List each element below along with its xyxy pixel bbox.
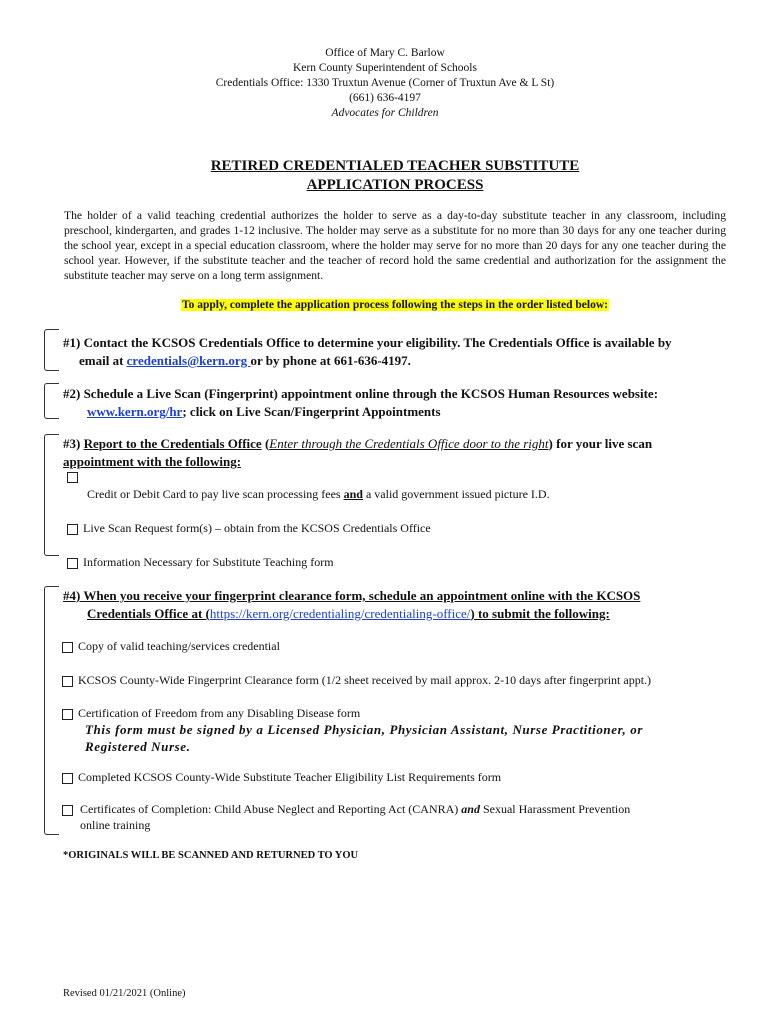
- step-3-item-2-checkbox[interactable]: [67, 524, 78, 535]
- step-1-email-prefix: email at: [79, 353, 127, 368]
- step-4: [63, 587, 753, 623]
- letterhead: [0, 46, 770, 121]
- step-4-item-3-text: Certification of Freedom from any Disabling Disease form: [78, 706, 361, 720]
- step-4-item-3-checkbox[interactable]: [62, 709, 73, 720]
- step-2-line-1: #2) Schedule a Live Scan (Fingerprint) appointment online through the KCSOS Human Resources website:: [63, 386, 659, 401]
- step-3-item-1-and: and: [343, 487, 363, 501]
- step-4-item-2: [62, 672, 762, 688]
- step-4-item-5-text-b: Sexual Harassment Prevention: [479, 802, 631, 816]
- step-3-item-2: [67, 520, 431, 536]
- office-phone: (661) 636-4197: [349, 92, 421, 104]
- office-name: Office of Mary C. Barlow: [325, 47, 445, 59]
- step-4-item-5-checkbox[interactable]: [62, 805, 73, 816]
- step-4-item-4-checkbox[interactable]: [62, 773, 73, 784]
- step-4-item-1-checkbox[interactable]: [62, 642, 73, 653]
- step-4-item-2-text: KCSOS County-Wide Fingerprint Clearance form (1/2 sheet received by mail approx. 2-10 days after fingerprint appt.): [78, 673, 652, 687]
- instruction-text: To apply, complete the application process following the steps in the order listed below:: [182, 299, 608, 311]
- step-3-item-3: [67, 554, 334, 570]
- step-4-line-1-text: #4) When you receive your fingerprint clearance form, schedule an appointment online with the KCSOS: [63, 588, 641, 603]
- step-4-item-5: [80, 801, 750, 833]
- office-address: Credentials Office: 1330 Truxtun Avenue (Corner of Truxtun Ave & L St): [215, 77, 555, 89]
- step-1-line-2: [63, 352, 743, 370]
- step-2: [63, 385, 743, 421]
- step-3-line-2: appointment with the following:: [63, 454, 242, 469]
- intro-paragraph: The holder of a valid teaching credential authorizes the holder to serve as a day-to-day substitute teacher in any classroom, including preschool, kindergarten, and grades 1-12 inclusive. The holder may serve as a substitute for no more than 30 days for any one teacher during the school year, except in a special education classroom, where the holder may serve for no more than 20 days for any one teacher during the school year. However, if the substitute teacher and the teacher of record hold the same credential and authorization for the assignment the substitute teacher may serve on a long term assignment.: [64, 209, 726, 282]
- step-3-suffix: for your live scan: [552, 436, 653, 451]
- step-4-item-5-line-2: online training: [80, 818, 151, 832]
- step-3-item-1-text-a: Credit or Debit Card to pay live scan processing fees: [87, 487, 344, 501]
- step-3-item-3-text: Information Necessary for Substitute Teaching form: [83, 555, 334, 569]
- step-4-bracket: [44, 586, 59, 835]
- step-1: [63, 334, 743, 370]
- step-3: [63, 435, 743, 471]
- step-1-bracket: [44, 329, 59, 371]
- step-4-item-3: [62, 705, 360, 721]
- physician-signature-warning: [85, 721, 765, 755]
- step-3-door-note: Enter through the Credentials Office door to the right: [269, 436, 549, 451]
- step-2-line-2: [63, 403, 743, 421]
- step-4-item-1-text: Copy of valid teaching/services credential: [78, 639, 280, 653]
- step-3-item-2-text: Live Scan Request form(s) – obtain from the KCSOS Credentials Office: [83, 521, 431, 535]
- step-4-item-2-checkbox[interactable]: [62, 676, 73, 687]
- step-3-item-1: [87, 486, 550, 502]
- tagline: Advocates for Children: [331, 107, 439, 119]
- step-3-item-1-text-b: a valid government issued picture I.D.: [362, 487, 550, 501]
- step-3-paren-close: ): [548, 436, 553, 451]
- step-1-line-1: #1) Contact the KCSOS Credentials Office to determine your eligibility. The Credentials Office is available by: [63, 335, 672, 350]
- step-3-number: #3): [63, 436, 84, 451]
- step-4-item-4: [62, 769, 501, 785]
- step-3-line-1: [63, 435, 743, 453]
- step-4-line-2: [63, 605, 753, 623]
- originals-note: *ORIGINALS WILL BE SCANNED AND RETURNED TO YOU: [63, 850, 359, 861]
- step-3-item-3-checkbox[interactable]: [67, 558, 78, 569]
- step-4-item-1: [62, 638, 280, 654]
- credentials-email-link[interactable]: credentials@kern.org: [126, 353, 251, 368]
- warning-line-1: This form must be signed by a Licensed Physician, Physician Assistant, Nurse Practitioner, or: [85, 722, 644, 737]
- step-3-underlined: Report to the Credentials Office: [83, 436, 262, 451]
- step-1-phone-text: or by phone at 661-636-4197.: [250, 353, 411, 368]
- step-4-line-2-suffix: ) to submit the following:: [470, 606, 610, 621]
- warning-line-2: Registered Nurse.: [85, 739, 191, 754]
- hr-website-link[interactable]: www.kern.org/hr: [87, 404, 183, 419]
- step-4-item-4-text: Completed KCSOS County-Wide Substitute Teacher Eligibility List Requirements form: [78, 770, 502, 784]
- organization-name: Kern County Superintendent of Schools: [293, 62, 477, 74]
- instruction-banner: [0, 297, 770, 312]
- revision-date: Revised 01/21/2021 (Online): [63, 988, 186, 999]
- step-4-item-5-and: and: [461, 802, 480, 816]
- title-line-1: RETIRED CREDENTIALED TEACHER SUBSTITUTE: [210, 158, 580, 174]
- page-title: [0, 157, 770, 195]
- step-4-line-2-prefix: Credentials Office at (: [87, 606, 210, 621]
- step-4-item-5-line-1: [80, 801, 750, 817]
- step-3-item-1-checkbox[interactable]: [67, 472, 78, 483]
- step-4-line-1: [63, 587, 753, 605]
- step-2-bracket: [44, 383, 59, 419]
- step-3-paren-open: (: [261, 436, 270, 451]
- credentialing-office-link[interactable]: https://kern.org/credentialing/credentialing-office/: [209, 606, 471, 621]
- title-line-2: APPLICATION PROCESS: [306, 177, 484, 193]
- step-3-bracket: [44, 434, 59, 556]
- step-4-item-5-text-a: Certificates of Completion: Child Abuse Neglect and Reporting Act (CANRA): [80, 802, 462, 816]
- step-2-instruction: ; click on Live Scan/Fingerprint Appointments: [182, 404, 441, 419]
